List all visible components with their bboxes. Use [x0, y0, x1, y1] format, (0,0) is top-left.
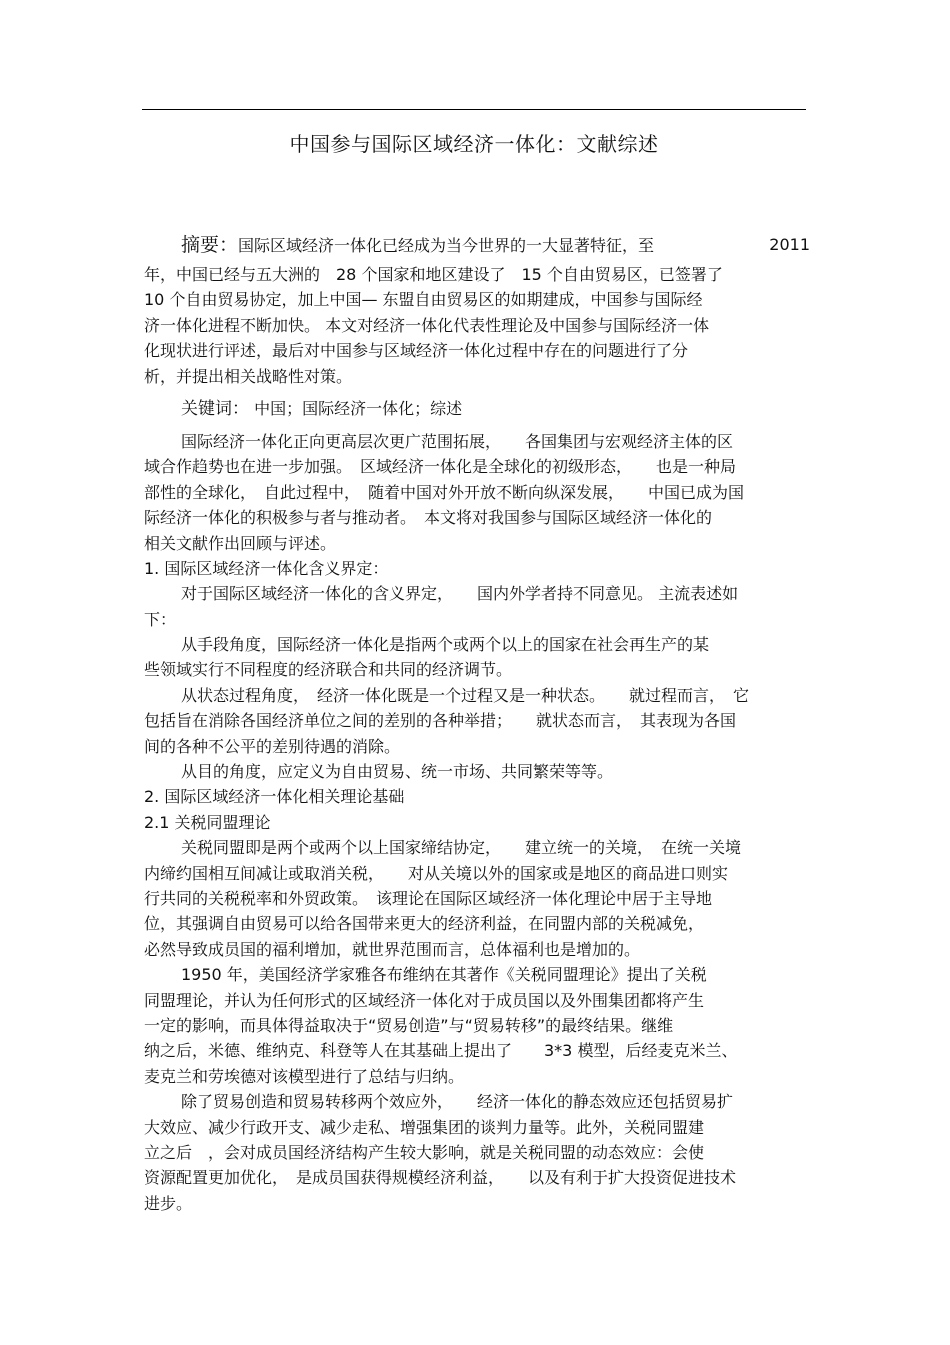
text-line: 2.1 关税同盟理论	[144, 812, 271, 832]
body-text	[144, 429, 808, 1216]
text-line: 际经济一体化的积极参与者与推动者。 本文将对我国参与国际区域经济一体化的	[144, 508, 713, 528]
keywords-text: 中国；国际经济一体化；综述	[254, 398, 463, 418]
text-line: 相关文献作出回顾与评述。	[144, 533, 337, 553]
text-line: 从手段角度，国际经济一体化是指两个或两个以上的国家在社会再生产的某	[181, 635, 710, 655]
text-line: 一定的影响，而具体得益取决于“贸易创造”与“贸易转移”的最终结果。继维	[144, 1015, 674, 1035]
abstract-line: 济一体化进程不断加快。 本文对经济一体化代表性理论及中国参与国际经济一体	[144, 315, 710, 335]
abstract-line: 10 个自由贸易协定，加上中国— 东盟自由贸易区的如期建成，中国参与国际经	[144, 290, 703, 310]
header-rule	[142, 109, 806, 110]
text-line: 间的各种不公平的差别待遇的消除。	[144, 736, 401, 756]
text-line: 国际经济一体化正向更高层次更广范围拓展， 各国集团与宏观经济主体的区	[181, 431, 734, 451]
text-line: 1950 年，美国经济学家雅各布维纳在其著作《关税同盟理论》提出了关税	[181, 965, 707, 985]
abstract-first-text: 国际区域经济一体化已经成为当今世界的一大显著特征，至	[238, 236, 655, 255]
text-line: 除了贸易创造和贸易转移两个效应外， 经济一体化的静态效应还包括贸易扩	[181, 1092, 734, 1112]
text-line: 下：	[144, 609, 177, 629]
text-line: 1. 国际区域经济一体化含义界定：	[144, 558, 389, 578]
keywords	[144, 389, 808, 429]
text-line: 些领域实行不同程度的经济联合和共同的经济调节。	[144, 660, 513, 680]
text-line: 从目的角度，应定义为自由贸易、统一市场、共同繁荣等等。	[181, 762, 614, 782]
abstract-line: 年，中国已经与五大洲的 28 个国家和地区建设了 15 个自由贸易区，已签署了	[144, 265, 723, 284]
text-line: 域合作趋势也在进一步加强。 区域经济一体化是全球化的初级形态， 也是一种局	[144, 457, 737, 477]
text-line: 从状态过程角度， 经济一体化既是一个过程又是一种状态。 就过程而言， 它	[181, 685, 750, 705]
text-line: 包括旨在消除各国经济单位之间的差别的各种举措； 就状态而言， 其表现为各国	[144, 711, 737, 731]
text-line: 纳之后，米德、维纳克、科登等人在其基础上提出了 3*3 模型，后经麦克米兰、	[144, 1041, 738, 1061]
text-line: 资源配置更加优化， 是成员国获得规模经济利益， 以及有利于扩大投资促进技术	[144, 1168, 737, 1188]
text-line: 部性的全球化， 自此过程中， 随着中国对外开放不断向纵深发展， 中国已成为国	[144, 482, 745, 502]
text-line: 进步。	[144, 1193, 193, 1213]
abstract-line: 化现状进行评述，最后对中国参与区域经济一体化过程中存在的问题进行了分	[144, 341, 689, 361]
text-line: 大效应、减少行政开支、减少走私、增强集团的谈判力量等。此外，关税同盟建	[144, 1117, 705, 1137]
text-line: 关税同盟即是两个或两个以上国家缔结协定， 建立统一的关境， 在统一关境	[181, 838, 742, 858]
text-line: 行共同的关税税率和外贸政策。 该理论在国际区域经济一体化理论中居于主导地	[144, 888, 713, 908]
text-line: 必然导致成员国的福利增加，就世界范围而言，总体福利也是增加的。	[144, 939, 641, 959]
abstract-year: 2011	[769, 235, 810, 254]
document-body	[144, 228, 808, 1216]
text-line: 2. 国际区域经济一体化相关理论基础	[144, 787, 405, 807]
page-title: 中国参与国际区域经济一体化：文献综述	[289, 132, 659, 156]
abstract-line: 析，并提出相关战略性对策。	[144, 366, 353, 386]
abstract-label: 摘要：	[181, 234, 239, 256]
keywords-label: 关键词：	[181, 398, 249, 419]
text-line: 立之后 ，会对成员国经济结构产生较大影响，就是关税同盟的动态效应：会使	[144, 1142, 705, 1162]
text-line: 内缔约国相互间减让或取消关税， 对从关境以外的国家或是地区的商品进口则实	[144, 863, 729, 883]
text-line: 麦克兰和劳埃德对该模型进行了总结与归纳。	[144, 1066, 465, 1086]
text-line: 对于国际区域经济一体化的含义界定， 国内外学者持不同意见。 主流表述如	[181, 584, 739, 604]
text-line: 同盟理论，并认为任何形式的区域经济一体化对于成员国以及外围集团都将产生	[144, 990, 705, 1010]
text-line: 位，其强调自由贸易可以给各国带来更大的经济利益，在同盟内部的关税减免，	[144, 914, 705, 934]
abstract-first-line	[144, 228, 808, 262]
